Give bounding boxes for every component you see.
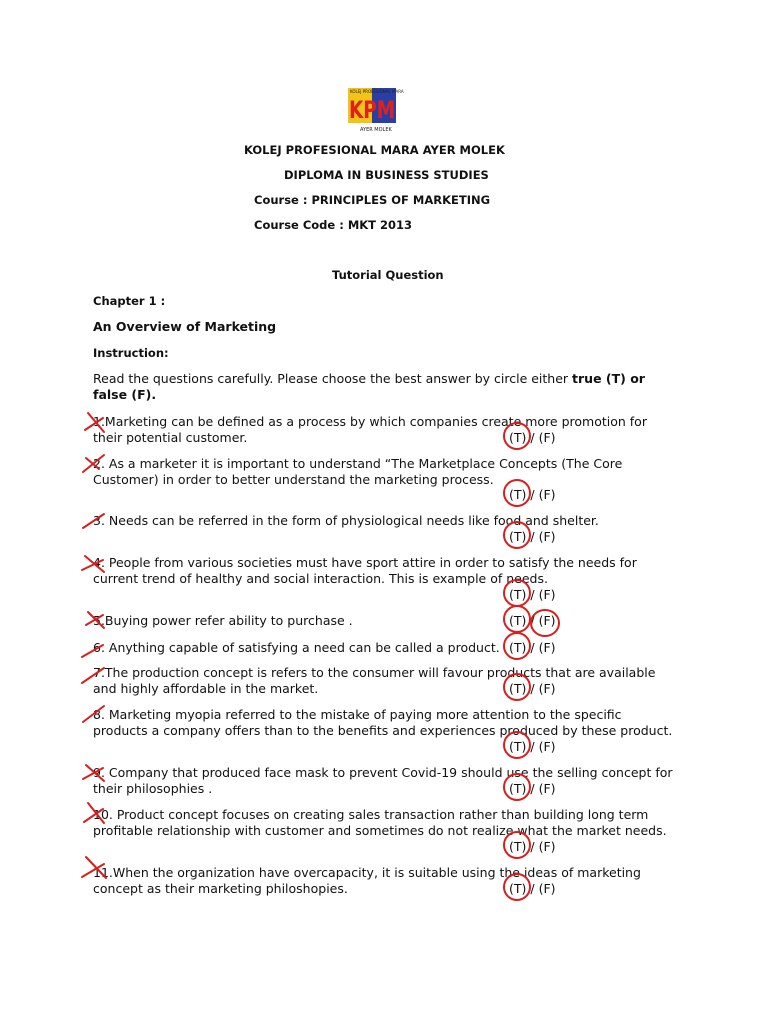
- answer-options-6[interactable]: (T) / (F): [509, 640, 556, 655]
- answer-options-11[interactable]: (T) / (F): [509, 881, 556, 896]
- instruction-emphasis: true (T) or false (F): [93, 371, 645, 402]
- logo-letters: KPM: [349, 96, 395, 124]
- question-9: 9. Company that produced face mask to prevent Covid-19 should use the selling concept for their philosophies .: [93, 765, 673, 796]
- question-11: 11.When the organization have overcapacity, it is suitable using the ideas of marketing concept as their marketing philoshopies.: [93, 865, 641, 896]
- tutorial-title: Tutorial Question: [332, 268, 444, 282]
- answer-options-8[interactable]: (T) / (F): [509, 739, 556, 754]
- question-2: 2. As a marketer it is important to understand “The Marketplace Concepts (The Core Customer) in order to better understand the marketing process.: [93, 456, 623, 487]
- option-false: (F): [538, 487, 556, 502]
- option-true: (T): [509, 487, 527, 502]
- logo-bottom-caption: AYER MOLEK: [360, 127, 392, 133]
- instruction-text: Read the questions carefully. Please choose the best answer by circle either true (T) or false (F).: [93, 371, 645, 402]
- answer-options-10[interactable]: (T) / (F): [509, 839, 556, 854]
- instruction-label: Instruction:: [93, 346, 169, 360]
- question-8: 8. Marketing myopia referred to the mistake of paying more attention to the specific products a company offers than to the benefits and experiences produced by these product.: [93, 707, 673, 738]
- question-5: 5.Buying power refer ability to purchase .: [93, 613, 353, 628]
- chapter-label: Chapter 1 :: [93, 294, 166, 308]
- option-false: (F): [538, 430, 556, 445]
- option-false: (F): [538, 529, 556, 544]
- logo-top-caption: KOLEJ PROFESIONAL MARA: [350, 89, 404, 94]
- option-true: (T): [509, 681, 527, 696]
- option-true: (T): [509, 640, 527, 655]
- option-false: (F): [538, 587, 556, 602]
- kpm-logo: [346, 85, 404, 135]
- question-6: 6. Anything capable of satisfying a need can be called a product.: [93, 640, 500, 655]
- option-true: (T): [509, 839, 527, 854]
- option-true: (T): [509, 881, 527, 896]
- answer-options-4[interactable]: (T) / (F): [509, 587, 556, 602]
- answer-options-7[interactable]: (T) / (F): [509, 681, 556, 696]
- option-false: (F): [538, 739, 556, 754]
- answer-options-2[interactable]: (T) / (F): [509, 487, 556, 502]
- answer-options-9[interactable]: (T) / (F): [509, 781, 556, 796]
- answer-options-3[interactable]: (T) / (F): [509, 529, 556, 544]
- option-true: (T): [509, 781, 527, 796]
- answer-options-5[interactable]: (T) / (F): [509, 613, 556, 628]
- question-3: 3. Needs can be referred in the form of physiological needs like food and shelter.: [93, 513, 599, 528]
- option-false: (F): [538, 681, 556, 696]
- course-code: Course Code : MKT 2013: [254, 218, 413, 232]
- option-false: (F): [538, 613, 556, 628]
- question-10: 10. Product concept focuses on creating sales transaction rather than building long term profitable relationship with customer and sometimes do not realize what the market needs.: [93, 807, 667, 838]
- option-true: (T): [509, 739, 527, 754]
- course-name: Course : PRINCIPLES OF MARKETING: [254, 193, 491, 207]
- option-false: (F): [538, 781, 556, 796]
- option-false: (F): [538, 881, 556, 896]
- option-false: (F): [538, 839, 556, 854]
- option-true: (T): [509, 529, 527, 544]
- option-true: (T): [509, 430, 527, 445]
- program-name: DIPLOMA IN BUSINESS STUDIES: [284, 168, 489, 182]
- college-name: KOLEJ PROFESIONAL MARA AYER MOLEK: [244, 143, 505, 157]
- option-true: (T): [509, 587, 527, 602]
- option-true: (T): [509, 613, 527, 628]
- answer-options-1[interactable]: (T) / (F): [509, 430, 556, 445]
- question-1: 1.Marketing can be defined as a process by which companies create more promotion for their potential customer.: [93, 414, 647, 445]
- option-false: (F): [538, 640, 556, 655]
- question-7: 7.The production concept is refers to the consumer will favour products that are available and highly affordable in the market.: [93, 665, 656, 696]
- question-4: 4. People from various societies must have sport attire in order to satisfy the needs for current trend of healthy and social interaction. This is example of needs.: [93, 555, 637, 586]
- chapter-title: An Overview of Marketing: [93, 319, 277, 334]
